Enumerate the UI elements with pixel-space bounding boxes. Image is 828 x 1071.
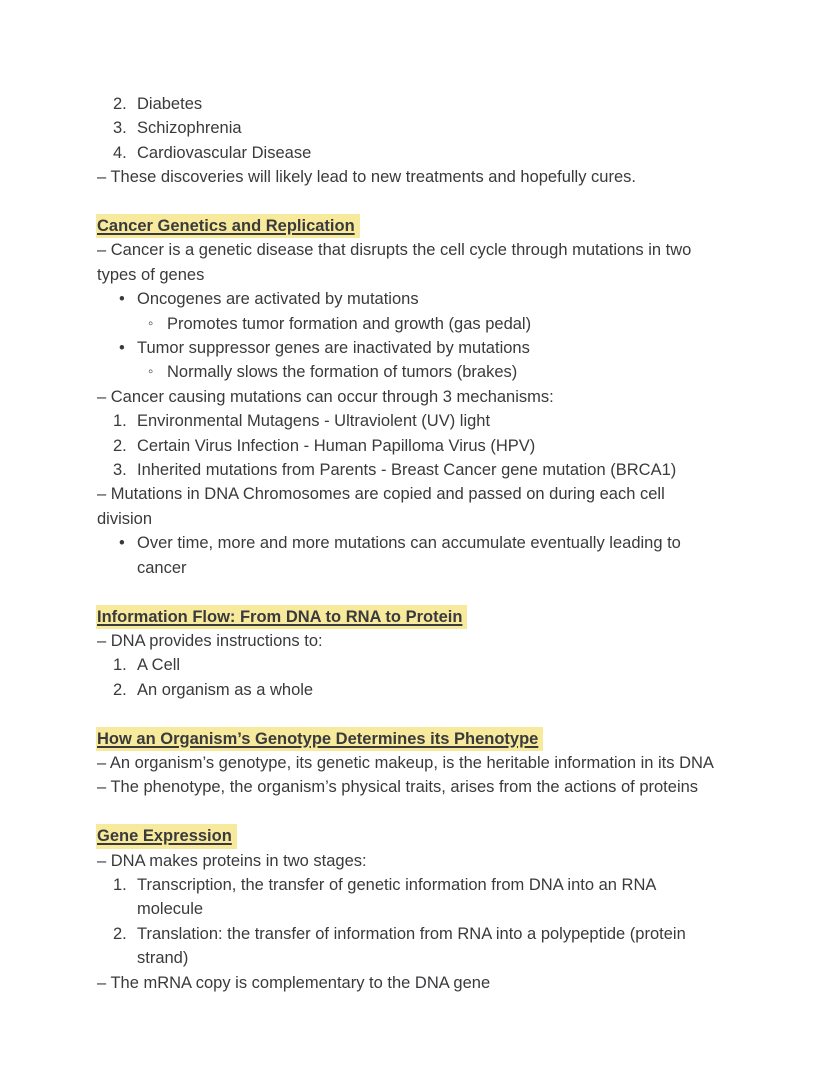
list-item — [97, 409, 723, 433]
sub-bullet-item-text: Promotes tumor formation and growth (gas pedal) — [167, 314, 532, 333]
list-item-number: 2. — [113, 680, 127, 699]
list-item-text: Certain Virus Infection - Human Papilloma Virus (HPV) — [137, 436, 536, 455]
mechanisms-list — [97, 409, 723, 482]
sub-bullet-icon: ◦ — [148, 314, 154, 332]
bullet-item — [97, 287, 723, 311]
list-item — [97, 873, 723, 922]
gene-types-list — [97, 287, 723, 385]
list-item — [97, 653, 723, 677]
list-item-number: 2. — [113, 924, 127, 943]
list-item — [97, 116, 723, 140]
notes-content — [97, 92, 723, 995]
list-item-number: 1. — [113, 656, 127, 675]
dna-instructions-list — [97, 653, 723, 702]
paragraph: – These discoveries will likely lead to new treatments and hopefully cures. — [97, 168, 636, 187]
paragraph: – An organism’s genotype, its genetic makeup, is the heritable information in its DNA — [97, 753, 714, 772]
heading-genotype-phenotype — [97, 727, 723, 751]
heading-information-flow — [97, 605, 723, 629]
protein-stages-list — [97, 873, 723, 971]
list-item — [97, 434, 723, 458]
list-item-text: Transcription, the transfer of genetic information from DNA into an RNA molecule — [137, 875, 656, 919]
disease-list — [97, 92, 723, 165]
list-item-text: Cardiovascular Disease — [137, 143, 312, 162]
mutation-accumulation-list — [97, 531, 723, 580]
bullet-icon: • — [119, 339, 125, 358]
heading-text: How an Organism’s Genotype Determines its Phenotype — [96, 727, 543, 751]
heading-gene-expression — [97, 824, 723, 848]
list-item — [97, 922, 723, 971]
list-item-text: Diabetes — [137, 95, 203, 113]
sub-bullet-item — [97, 312, 723, 336]
bullet-item-text: Oncogenes are activated by mutations — [137, 290, 419, 309]
bullet-icon: • — [119, 290, 125, 309]
sub-bullet-icon: ◦ — [148, 363, 154, 381]
sub-bullet-item — [97, 360, 723, 384]
paragraph: – Cancer causing mutations can occur through 3 mechanisms: — [97, 387, 554, 406]
bullet-icon: • — [119, 534, 125, 553]
list-item-number: 3. — [113, 119, 127, 138]
paragraph: – DNA makes proteins in two stages: — [97, 851, 367, 870]
list-item-number: 1. — [113, 412, 127, 431]
heading-text: Cancer Genetics and Replication — [96, 214, 360, 238]
heading-text: Information Flow: From DNA to RNA to Protein — [96, 605, 467, 629]
list-item-number: 3. — [113, 461, 127, 480]
list-item-text: Environmental Mutagens - Ultraviolent (UV) light — [137, 412, 491, 431]
list-item-text: A Cell — [137, 656, 181, 675]
bullet-item — [97, 531, 723, 580]
list-item — [97, 141, 723, 165]
list-item-text: An organism as a whole — [137, 680, 314, 699]
paragraph: – Cancer is a genetic disease that disrupts the cell cycle through mutations in two types of genes — [97, 241, 692, 284]
bullet-item — [97, 336, 723, 360]
list-item — [97, 458, 723, 482]
list-item-number: 2. — [113, 436, 127, 455]
list-item-text: Translation: the transfer of information from RNA into a polypeptide (protein strand) — [137, 924, 686, 968]
sub-bullet-item-text: Normally slows the formation of tumors (brakes) — [167, 363, 518, 382]
paragraph: – DNA provides instructions to: — [97, 631, 323, 650]
list-item-text: Inherited mutations from Parents - Breast Cancer gene mutation (BRCA1) — [137, 461, 677, 480]
paragraph: – The mRNA copy is complementary to the DNA gene — [97, 973, 491, 992]
bullet-item-text: Tumor suppressor genes are inactivated by mutations — [137, 339, 530, 358]
bullet-item-text: Over time, more and more mutations can accumulate eventually leading to cancer — [137, 534, 681, 577]
heading-text: Gene Expression — [96, 824, 237, 848]
list-item-number: 2. — [113, 95, 127, 113]
list-item — [97, 678, 723, 702]
paragraph: – Mutations in DNA Chromosomes are copied and passed on during each cell division — [97, 485, 665, 528]
list-item-text: Schizophrenia — [137, 119, 242, 138]
list-item-number: 4. — [113, 143, 127, 162]
list-item-number: 1. — [113, 875, 127, 894]
list-item — [97, 92, 723, 116]
heading-cancer-genetics — [97, 214, 723, 238]
paragraph: – The phenotype, the organism’s physical traits, arises from the actions of proteins — [97, 778, 699, 797]
